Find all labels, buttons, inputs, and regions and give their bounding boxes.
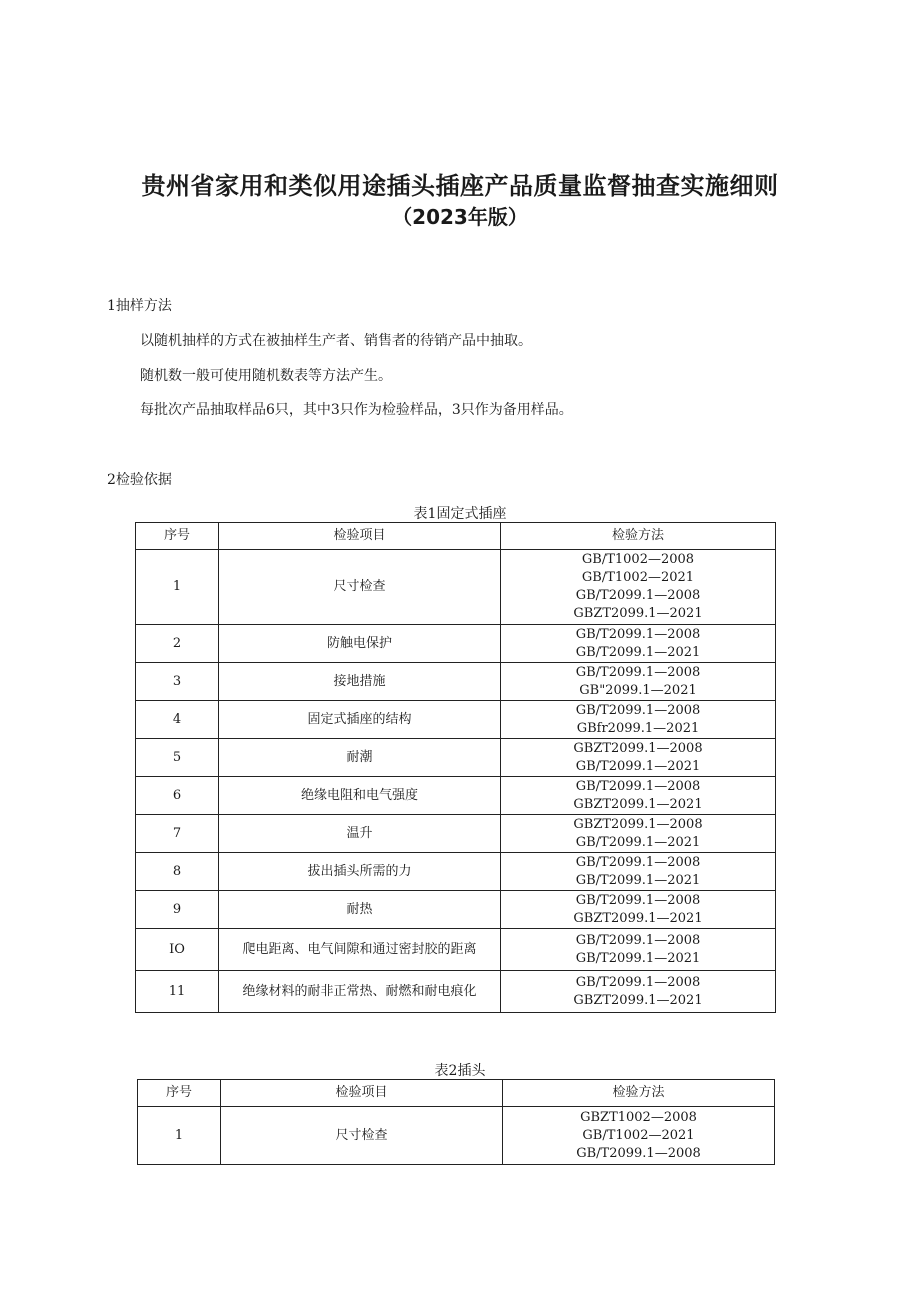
method-standard: GB"2099.1—2021 <box>579 682 697 698</box>
method-standard: GB/T2099.1—2021 <box>575 950 701 966</box>
table-plug <box>137 1079 775 1165</box>
table-row <box>136 550 776 625</box>
header-item: 检验项目 <box>219 523 501 550</box>
row-item: 拔出插头所需的力 <box>219 853 501 891</box>
row-methods <box>501 701 776 739</box>
method-standard: GB/T1002—2021 <box>581 570 695 585</box>
row-item: 尺寸检查 <box>221 1107 503 1165</box>
row-number: 2 <box>136 625 219 663</box>
table-row <box>138 1107 775 1165</box>
row-methods <box>501 815 776 853</box>
method-standard: GB/T2099.1—2008 <box>575 778 701 794</box>
row-methods <box>503 1107 775 1165</box>
method-standard: GBZT2099.1—2008 <box>573 816 703 832</box>
table-row <box>136 929 776 971</box>
method-standard: GB/T2099.1—2008 <box>575 932 701 948</box>
row-item: 温升 <box>219 815 501 853</box>
method-standard: GB/T2099.1—2021 <box>575 872 701 888</box>
row-item: 爬电距离、电气间隙和通过密封胶的距离 <box>219 929 501 971</box>
method-standard: GBZT2099.1—2021 <box>573 606 703 621</box>
row-item: 耐潮 <box>219 739 501 777</box>
table-row <box>136 625 776 663</box>
row-number: 7 <box>136 815 219 853</box>
method-standard: GB/T2099.1—2008 <box>576 1145 701 1161</box>
row-item: 绝缘电阻和电气强度 <box>219 777 501 815</box>
method-standard: GBZT2099.1—2021 <box>573 910 703 926</box>
method-standard: GB/T2099.1—2008 <box>575 588 701 603</box>
row-number: 4 <box>136 701 219 739</box>
method-standard: GB/T2099.1—2008 <box>575 892 701 908</box>
table-row <box>136 739 776 777</box>
method-standard: GB/T2099.1—2008 <box>575 702 701 718</box>
row-methods <box>501 550 776 625</box>
row-methods <box>501 739 776 777</box>
row-item: 尺寸检查 <box>219 550 501 625</box>
method-standard: GB/T2099.1—2021 <box>575 758 701 774</box>
row-number: 1 <box>136 550 219 625</box>
table-row <box>136 663 776 701</box>
header-no: 序号 <box>136 523 219 550</box>
row-methods <box>501 663 776 701</box>
table-row <box>136 777 776 815</box>
paragraph: 随机数一般可使用随机数表等方法产生。 <box>140 368 392 384</box>
method-standard: GBZT2099.1—2008 <box>573 740 703 756</box>
document-title: 贵州省家用和类似用途插头插座产品质量监督抽查实施细则 <box>141 172 779 200</box>
header-method: 检验方法 <box>501 523 776 550</box>
table-row <box>136 853 776 891</box>
method-standard: GB/T2099.1—2008 <box>575 664 701 680</box>
row-number: IO <box>136 929 219 971</box>
method-standard: GBfr2099.1—2021 <box>576 720 700 736</box>
row-methods <box>501 853 776 891</box>
header-no: 序号 <box>138 1080 221 1107</box>
row-item: 固定式插座的结构 <box>219 701 501 739</box>
row-number: 11 <box>136 971 219 1013</box>
table2-caption: 表2插头 <box>434 1063 486 1079</box>
table-row <box>136 815 776 853</box>
method-standard: GBZT2099.1—2021 <box>573 992 703 1008</box>
row-item: 防触电保护 <box>219 625 501 663</box>
table1-caption: 表1固定式插座 <box>413 506 507 522</box>
paragraph: 以随机抽样的方式在被抽样生产者、销售者的待销产品中抽取。 <box>140 333 532 349</box>
table-row <box>136 971 776 1013</box>
method-standard: GB/T2099.1—2021 <box>575 644 701 660</box>
row-item: 绝缘材料的耐非正常热、耐燃和耐电痕化 <box>219 971 501 1013</box>
row-number: 8 <box>136 853 219 891</box>
method-standard: GB/T2099.1—2008 <box>575 626 701 642</box>
row-methods <box>501 777 776 815</box>
document-subtitle: （2023年版） <box>392 205 528 229</box>
paragraph: 每批次产品抽取样品6只，其中3只作为检验样品，3只作为备用样品。 <box>140 402 573 418</box>
row-methods <box>501 625 776 663</box>
method-standard: GB/T2099.1—2008 <box>575 974 701 990</box>
row-number: 9 <box>136 891 219 929</box>
row-number: 5 <box>136 739 219 777</box>
method-standard: GB/T1002—2008 <box>581 552 695 567</box>
row-number: 1 <box>138 1107 221 1165</box>
table-row <box>136 891 776 929</box>
header-method: 检验方法 <box>503 1080 775 1107</box>
table-row <box>136 701 776 739</box>
row-number: 3 <box>136 663 219 701</box>
section-heading-basis: 2检验依据 <box>107 472 172 488</box>
method-standard: GBZT2099.1—2021 <box>573 796 703 812</box>
method-standard: GB/T2099.1—2021 <box>575 834 701 850</box>
header-item: 检验项目 <box>221 1080 503 1107</box>
method-standard: GB/T1002—2021 <box>582 1127 695 1143</box>
section-heading-sampling: 1抽样方法 <box>107 298 172 314</box>
method-standard: GBZT1002—2008 <box>580 1109 697 1125</box>
method-standard: GB/T2099.1—2008 <box>575 854 701 870</box>
row-methods <box>501 891 776 929</box>
row-number: 6 <box>136 777 219 815</box>
row-methods <box>501 971 776 1013</box>
table-fixed-socket <box>135 522 776 1013</box>
row-item: 接地措施 <box>219 663 501 701</box>
row-methods <box>501 929 776 971</box>
row-item: 耐热 <box>219 891 501 929</box>
